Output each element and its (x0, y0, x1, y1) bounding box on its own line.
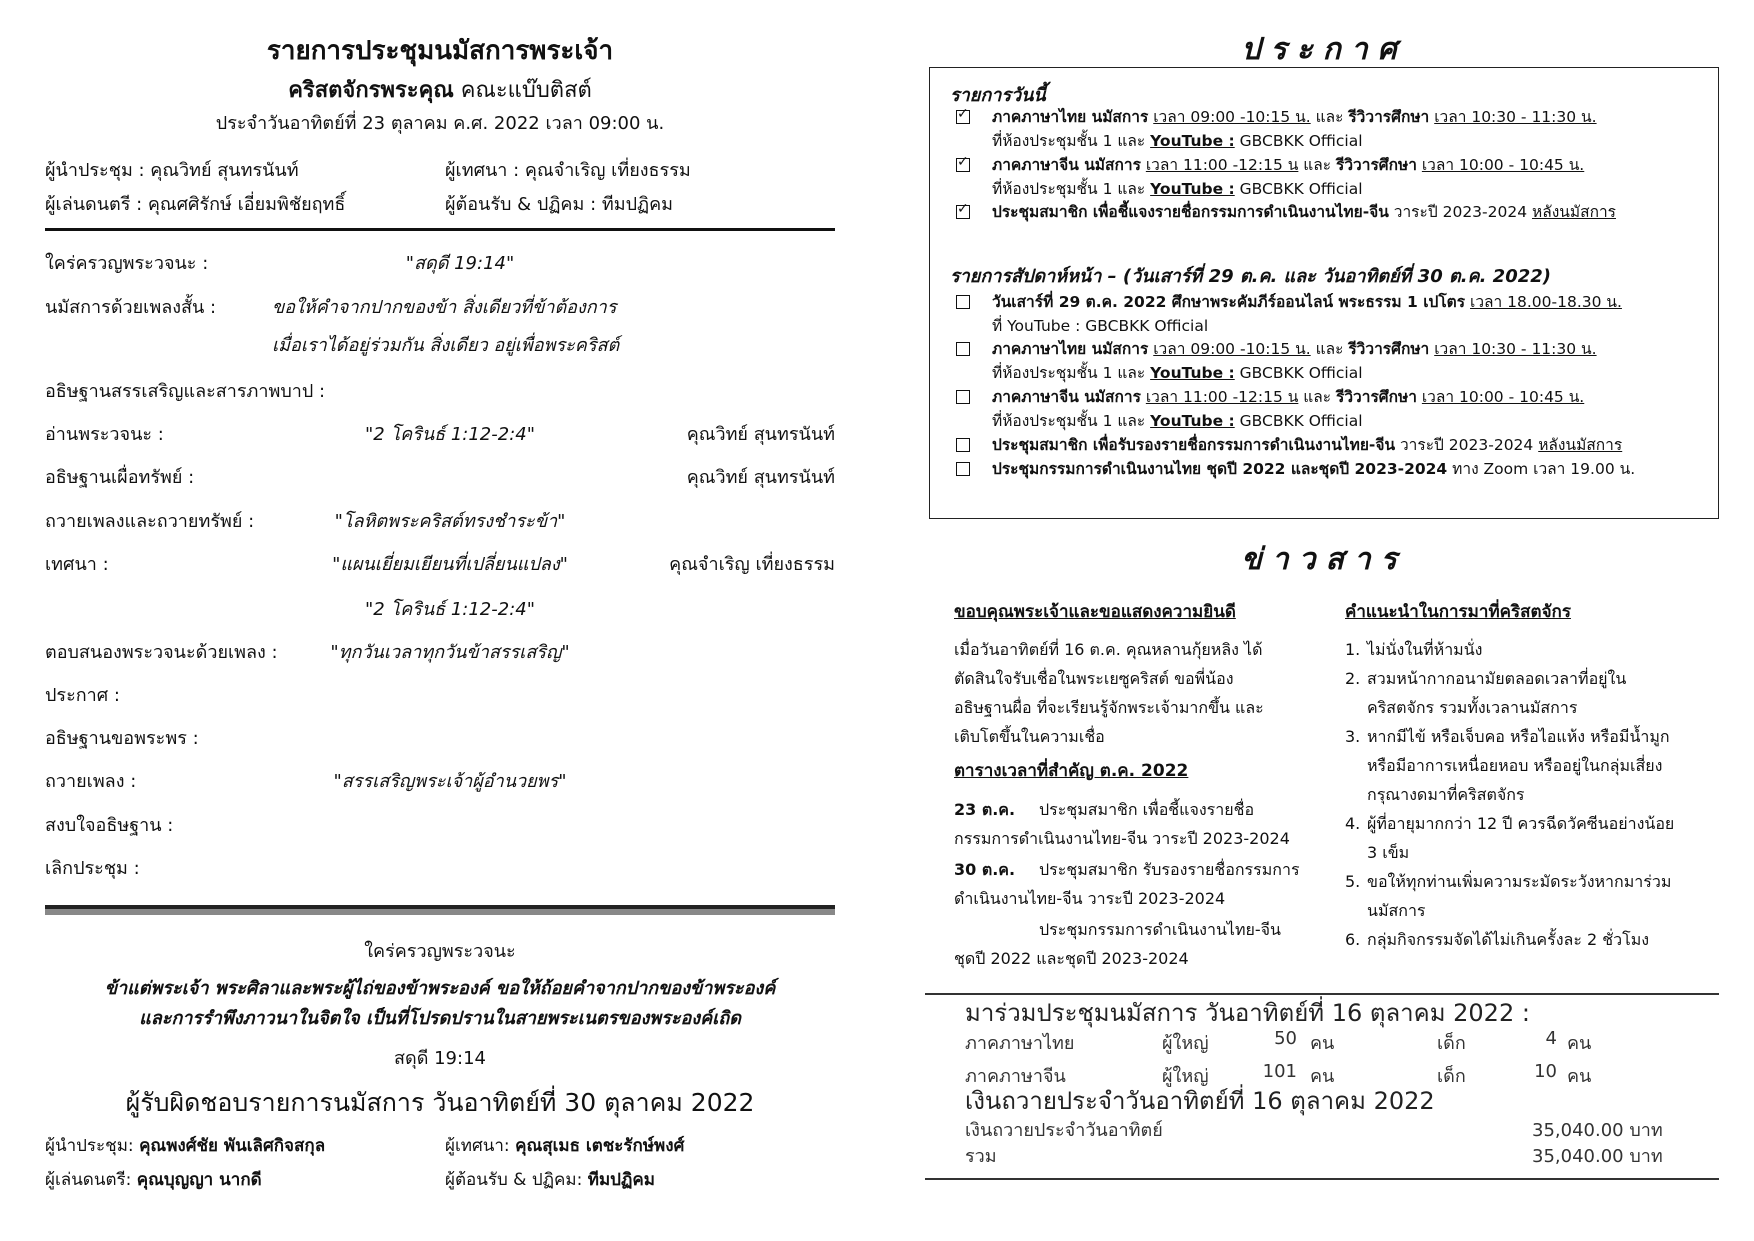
order-item-person: คุณวิทย์ สุนทรนันท์ (686, 424, 835, 445)
advice-line: หากมีไข้ หรือเจ็บคอ หรือไอแห้ง หรือมีน้ำมูก (1367, 727, 1670, 746)
adult-unit: คน (1310, 1066, 1335, 1087)
advice-line: ขอให้ทุกท่านเพิ่มความระมัดระวังหากมาร่วม (1367, 872, 1672, 891)
schedule-item (954, 915, 1324, 973)
announcement-detail: วาระปี 2023-2024 (1395, 436, 1539, 454)
order-item-label: เลิกประชุม : (45, 858, 140, 879)
announcement-line (992, 291, 1622, 313)
schedule-line-2: ดำเนินงานไทย-จีน วาระปี 2023-2024 (954, 889, 1226, 908)
schedule-line-2: กรรมการดำเนินงานไทย-จีน วาระปี 2023-2024 (954, 829, 1290, 848)
adult-label: ผู้ใหญ่ (1162, 1033, 1209, 1054)
checked-checkbox-icon (956, 205, 970, 219)
announcement-location-text: ที่ห้องประชุมชั้น 1 และ (992, 132, 1151, 150)
thanks-title: ขอบคุณพระเจ้าและขอแสดงความยินดี (954, 602, 1236, 622)
order-item-label: อ่านพระวจนะ : (45, 424, 164, 445)
advice-text (1367, 809, 1674, 867)
offering-label: เงินถวายประจำวันอาทิตย์ (965, 1120, 1163, 1141)
child-unit: คน (1567, 1066, 1592, 1087)
announcement-location (992, 410, 1363, 432)
schedule-line (954, 915, 1324, 944)
service-preacher: ผู้เทศนา : คุณจำเริญ เที่ยงธรรม (445, 160, 691, 181)
announcement-title-2: รีวิวารศึกษา (1348, 340, 1430, 358)
announcement-line (992, 154, 1584, 176)
announcement-time: หลังนมัสการ (1532, 203, 1616, 221)
announcement-line (992, 338, 1597, 360)
checkbox-icon (956, 390, 970, 404)
order-item-detail: "2 โครินธ์ 1:12-2:4" (364, 424, 535, 445)
schedule-list (954, 795, 1324, 975)
adult-label: ผู้ใหญ่ (1162, 1066, 1209, 1087)
schedule-date: 30 ต.ค. (954, 860, 1016, 879)
announcement-detail: วาระปี 2023-2024 (1388, 203, 1533, 221)
announcement-title: ภาคภาษาไทย นมัสการ (992, 340, 1149, 358)
announcement-line (992, 434, 1622, 456)
next-leader (45, 1132, 325, 1159)
attendance-title: มาร่วมประชุมนมัสการ วันอาทิตย์ที่ 16 ตุลาคม 2022 : (965, 999, 1530, 1027)
advice-text (1367, 635, 1482, 664)
advice-item (1345, 722, 1715, 809)
announcement-time: เวลา 11:00 -12:15 น (1145, 388, 1299, 406)
schedule-item (954, 795, 1324, 853)
child-label: เด็ก (1437, 1033, 1466, 1054)
next-musician-label: ผู้เล่นดนตรี: (45, 1170, 132, 1190)
church-name (45, 72, 835, 107)
order-item-label: ตอบสนองพระวจนะด้วยเพลง : (45, 642, 278, 663)
schedule-event: ประชุมสมาชิก รับรองรายชื่อกรรมการ (1039, 860, 1300, 879)
offering-value: 35,040.00 บาท (1532, 1120, 1663, 1141)
announcement-title: ประชุมสมาชิก เพื่อชี้แจงรายชื่อกรรมการดำเนินงานไทย-จีน (992, 203, 1389, 221)
next-leader-label: ผู้นำประชุม: (45, 1136, 134, 1156)
schedule-item (954, 855, 1324, 913)
total-value: 35,040.00 บาท (1532, 1146, 1663, 1167)
order-item-detail: เมื่อเราได้อยู่ร่วมกัน สิ่งเดียว อยู่เพื่อพระคริสต์ (272, 335, 620, 356)
divider-bar (45, 905, 835, 915)
order-item-detail: "2 โครินธ์ 1:12-2:4" (364, 599, 535, 620)
advice-line: กรุณางดมาที่คริสตจักร (1367, 785, 1525, 804)
advice-number: 4. (1345, 814, 1361, 833)
youtube-label: YouTube : (1150, 412, 1235, 430)
next-musician-name: คุณบุญญา นากดี (136, 1170, 262, 1190)
announcement-title: ภาคภาษาจีน นมัสการ (992, 388, 1141, 406)
divider (45, 228, 835, 231)
advice-text (1367, 664, 1626, 722)
verse-line-1: ข้าแต่พระเจ้า พระศิลาและพระผู้ไถ่ของข้าพระองค์ ขอให้ถ้อยคำจากปากของข้าพระองค์ (104, 978, 776, 999)
order-item-label: เทศนา : (45, 554, 109, 575)
order-item-label: อธิษฐานขอพระพร : (45, 728, 199, 749)
next-leader-name: คุณพงศ์ชัย พันเลิศกิจสกุล (139, 1136, 326, 1156)
announcement-title: ประชุมสมาชิก เพื่อรับรองรายชื่อกรรมการดำเนินงานไทย-จีน (992, 436, 1396, 454)
order-item-person: คุณจำเริญ เที่ยงธรรม (669, 554, 835, 575)
announcements-box (929, 67, 1719, 519)
advice-number: 5. (1345, 872, 1361, 891)
advice-line: 3 เข็ม (1367, 843, 1410, 862)
child-count: 4 (1545, 1028, 1557, 1049)
attendance-bottom-line (925, 1178, 1719, 1180)
advice-number: 1. (1345, 640, 1361, 659)
announcement-time-2: เวลา 10:30 - 11:30 น. (1434, 108, 1597, 126)
announcement-detail: ทาง Zoom เวลา 19.00 น. (1447, 460, 1636, 478)
next-usher (445, 1166, 655, 1193)
order-item-person: คุณวิทย์ สุนทรนันท์ (686, 467, 835, 488)
announcement-time: เวลา 18.00-18.30 น. (1470, 293, 1622, 311)
service-musician: ผู้เล่นดนตรี : คุณศศิรักษ์ เอี่ยมพิชัยฤทธิ์ (45, 194, 346, 215)
checkbox-icon (956, 295, 970, 309)
thanks-line: ตัดสินใจรับเชื่อในพระเยซูคริสต์ ขอพี่น้อง (954, 669, 1234, 688)
order-item-label: ใคร่ครวญพระวจนะ : (45, 253, 209, 274)
adult-unit: คน (1310, 1033, 1335, 1054)
advice-item (1345, 664, 1715, 722)
announcement-location (992, 130, 1363, 152)
verse-line-2: และการรำพึงภาวนาในจิตใจ เป็นที่โปรดปรานในสายพระเนตรของพระองค์เถิด (139, 1008, 741, 1029)
order-item-label: อธิษฐานเผื่อทรัพย์ : (45, 467, 195, 488)
schedule-title: ตารางเวลาที่สำคัญ ต.ค. 2022 (954, 761, 1189, 781)
service-title: รายการประชุมนมัสการพระเจ้า (266, 36, 614, 66)
next-week-announcement-title: รายการสัปดาห์หน้า – (วันเสาร์ที่ 29 ต.ค. และ วันอาทิตย์ที่ 30 ต.ค. 2022) (950, 266, 1551, 287)
advice-line: สวมหน้ากากอนามัยตลอดเวลาที่อยู่ใน (1367, 669, 1627, 688)
schedule-line (954, 855, 1324, 884)
announcement-connector: และ (1298, 388, 1337, 406)
next-preacher-name: คุณสุเมธ เตชะรักษ์พงศ์ (515, 1136, 685, 1156)
child-unit: คน (1567, 1033, 1592, 1054)
advice-item (1345, 925, 1715, 954)
advice-number: 2. (1345, 669, 1361, 688)
order-item-label: อธิษฐานสรรเสริญและสารภาพบาป : (45, 381, 326, 402)
order-item-detail: "สดุดี 19:14" (405, 253, 515, 274)
announcement-time-2: เวลา 10:30 - 11:30 น. (1434, 340, 1597, 358)
meditation-title: ใคร่ครวญพระวจนะ (364, 941, 516, 962)
adult-count: 101 (1262, 1061, 1297, 1082)
order-item-label: สงบใจอธิษฐาน : (45, 815, 174, 836)
announcement-time-2: เวลา 10:00 - 10:45 น. (1421, 156, 1585, 174)
advice-line: หรือมีอาการเหนื่อยหอบ หรืออยู่ในกลุ่มเสี่ยง (1367, 756, 1663, 775)
thanks-text (954, 635, 1324, 751)
advice-title: คำแนะนำในการมาที่คริสตจักร (1345, 602, 1571, 622)
checkbox-icon (956, 342, 970, 356)
announcement-location-text: ที่ห้องประชุมชั้น 1 และ (992, 364, 1151, 382)
advice-line: ผู้ที่อายุมากกว่า 12 ปี ควรฉีดวัคซีนอย่างน้อย (1367, 814, 1675, 833)
advice-line: นมัสการ (1367, 901, 1426, 920)
youtube-channel: GBCBKK Official (1234, 364, 1363, 382)
next-preacher (445, 1132, 684, 1159)
advice-line: ไม่นั่งในที่ห้ามนั่ง (1367, 640, 1483, 659)
order-item-detail: "โลหิตพระคริสต์ทรงชำระข้า" (334, 511, 566, 532)
announcement-line (992, 458, 1635, 480)
announcement-title-2: รีวิวารศึกษา (1348, 108, 1430, 126)
announcement-connector: และ (1310, 340, 1349, 358)
order-item-label: นมัสการด้วยเพลงสั้น : (45, 297, 217, 318)
announcements-page (877, 0, 1754, 1241)
checked-checkbox-icon (956, 110, 970, 124)
announcement-location-text: ที่ห้องประชุมชั้น 1 และ (992, 412, 1151, 430)
checkbox-icon (956, 462, 970, 476)
offering-title: เงินถวายประจำวันอาทิตย์ที่ 16 ตุลาคม 2022 (965, 1087, 1435, 1115)
advice-text (1367, 867, 1671, 925)
today-title: รายการวันนี้ (950, 85, 1046, 106)
announcement-location-text: ที่ YouTube : GBCBKK Official (992, 317, 1209, 335)
announcement-line (992, 106, 1597, 128)
service-date: ประจำวันอาทิตย์ที่ 23 ตุลาคม ค.ศ. 2022 เวลา 09:00 น. (215, 113, 665, 134)
announcement-connector: และ (1298, 156, 1337, 174)
service-usher: ผู้ต้อนรับ & ปฏิคม : ทีมปฏิคม (445, 194, 673, 215)
advice-item (1345, 809, 1715, 867)
next-week-title: ผู้รับผิดชอบรายการนมัสการ วันอาทิตย์ที่ 30 ตุลาคม 2022 (125, 1088, 755, 1117)
announcement-location-text: ที่ห้องประชุมชั้น 1 และ (992, 180, 1151, 198)
announcement-location (992, 315, 1208, 337)
next-usher-label: ผู้ต้อนรับ & ปฏิคม: (445, 1170, 583, 1190)
next-preacher-label: ผู้เทศนา: (445, 1136, 510, 1156)
advice-line: คริสตจักร รวมทั้งเวลานมัสการ (1367, 698, 1578, 717)
checkbox-icon (956, 438, 970, 452)
schedule-event: ประชุมกรรมการดำเนินงานไทย-จีน (1039, 920, 1281, 939)
next-musician (45, 1166, 262, 1193)
advice-number: 6. (1345, 930, 1361, 949)
advice-number: 3. (1345, 727, 1361, 746)
church-name-bold: คริสตจักรพระคุณ (288, 78, 454, 103)
announcement-location (992, 362, 1363, 384)
order-item-label: ประกาศ : (45, 685, 120, 706)
schedule-date: 23 ต.ค. (954, 800, 1016, 819)
schedule-event: ประชุมสมาชิก เพื่อชี้แจงรายชื่อ (1039, 800, 1255, 819)
advice-text (1367, 925, 1649, 954)
announcement-title: วันเสาร์ที่ 29 ต.ค. 2022 ศึกษาพระคัมภีร์ออนไลน์ พระธรรม 1 เปโตร (992, 293, 1466, 311)
youtube-label: YouTube : (1150, 180, 1235, 198)
announcement-time: เวลา 09:00 -10:15 น. (1153, 340, 1311, 358)
order-item-label: ถวายเพลง : (45, 771, 137, 792)
advice-line: กลุ่มกิจกรรมจัดได้ไม่เกินครั้งละ 2 ชั่วโมง (1367, 930, 1650, 949)
checked-checkbox-icon (956, 158, 970, 172)
schedule-line-2: ชุดปี 2022 และชุดปี 2023-2024 (954, 949, 1189, 968)
announcement-line (992, 201, 1616, 223)
youtube-channel: GBCBKK Official (1234, 412, 1363, 430)
announcement-time: เวลา 11:00 -12:15 น (1145, 156, 1299, 174)
thanks-line: อธิษฐานผื่อ ที่จะเรียนรู้จักพระเจ้ามากขึ้น และ (954, 698, 1264, 717)
announcement-title-2: รีวิวารศึกษา (1336, 156, 1417, 174)
order-item-detail: "ทุกวันเวลาทุกวันข้าสรรเสริญ" (330, 642, 570, 663)
order-item-detail: "แผนเยี่ยมเยียนที่เปลี่ยนแปลง" (332, 554, 568, 575)
schedule-line (954, 795, 1324, 824)
advice-item (1345, 635, 1715, 664)
announcement-title-2: รีวิวารศึกษา (1336, 388, 1417, 406)
order-item-label: ถวายเพลงและถวายทรัพย์ : (45, 511, 255, 532)
verse-reference: สดุดี 19:14 (394, 1048, 486, 1069)
announcement-line (992, 386, 1584, 408)
announcement-time: เวลา 09:00 -10:15 น. (1153, 108, 1311, 126)
announcements-heading: ประกาศ (1241, 32, 1407, 67)
announcement-time: หลังนมัสการ (1538, 436, 1623, 454)
announcement-connector: และ (1310, 108, 1349, 126)
announcement-title: ภาคภาษาไทย นมัสการ (992, 108, 1149, 126)
service-leader: ผู้นำประชุม : คุณวิทย์ สุนทรนันท์ (45, 160, 299, 181)
adult-count: 50 (1274, 1028, 1297, 1049)
thanks-line: เติบโตขึ้นในความเชื่อ (954, 727, 1105, 746)
announcement-title: ประชุมกรรมการดำเนินงานไทย ชุดปี 2022 และชุดปี 2023-2024 (992, 460, 1448, 478)
child-count: 10 (1534, 1061, 1557, 1082)
youtube-label: YouTube : (1150, 364, 1235, 382)
advice-text (1367, 722, 1670, 809)
thanks-line: เมื่อวันอาทิตย์ที่ 16 ต.ค. คุณหลานกุ้ยหลิง ได้ (954, 640, 1263, 659)
youtube-label: YouTube : (1150, 132, 1235, 150)
announcement-title: ภาคภาษาจีน นมัสการ (992, 156, 1141, 174)
attendance-group: ภาคภาษาไทย (965, 1033, 1075, 1054)
church-denomination: คณะแบ๊บติสต์ (460, 78, 592, 103)
announcement-time-2: เวลา 10:00 - 10:45 น. (1421, 388, 1585, 406)
next-usher-name: ทีมปฏิคม (587, 1170, 655, 1190)
attendance-group: ภาคภาษาจีน (965, 1066, 1066, 1087)
order-item-detail: ขอให้คำจากปากของข้า สิ่งเดียวที่ข้าต้องการ (272, 297, 617, 318)
child-label: เด็ก (1437, 1066, 1466, 1087)
youtube-channel: GBCBKK Official (1234, 180, 1363, 198)
advice-item (1345, 867, 1715, 925)
announcement-location (992, 178, 1363, 200)
total-label: รวม (965, 1146, 997, 1167)
order-item-detail: "สรรเสริญพระเจ้าผู้อำนวยพร" (333, 771, 567, 792)
advice-list (1345, 635, 1715, 954)
news-heading: ข่าวสาร (1241, 542, 1407, 577)
youtube-channel: GBCBKK Official (1234, 132, 1363, 150)
